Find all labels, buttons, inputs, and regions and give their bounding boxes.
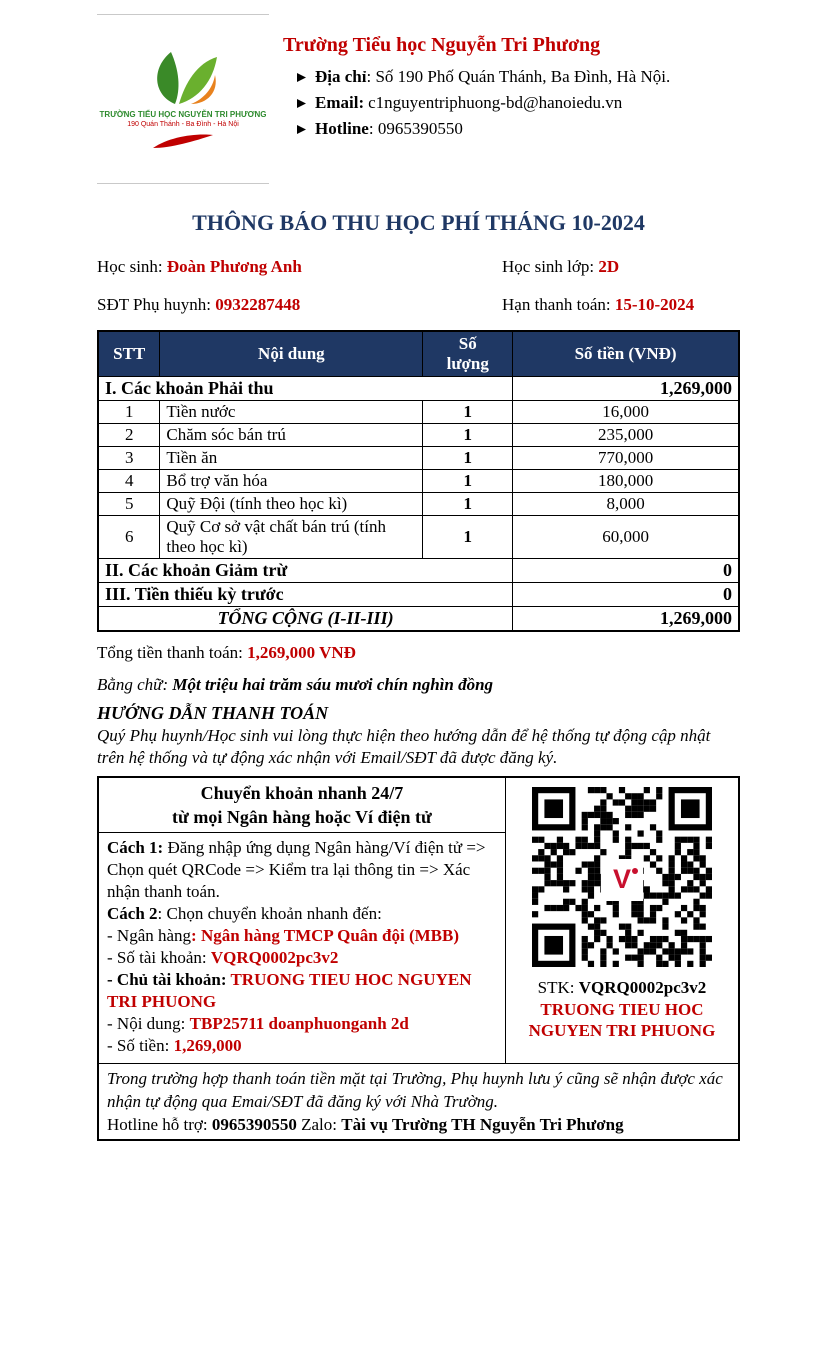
table-row [98,470,739,493]
section-previous-debt-label: III. Tiền thiếu kỳ trước [98,583,513,607]
payment-box [97,776,740,1141]
row-name: Quỹ Đội (tính theo học kì) [160,493,423,516]
amount-label: - Số tiền: [107,1036,174,1055]
logo-school-name: TRƯỜNG TIỂU HỌC NGUYỄN TRI PHƯƠNG [99,109,267,119]
support-hotline-line [107,1115,624,1134]
row-name: Quỹ Cơ sở vật chất bán trú (tính theo học kì) [160,516,423,559]
qr-panel [505,777,739,1064]
email-value: c1nguyentriphuong-bd@hanoiedu.vn [368,93,623,112]
section-row-receivable [98,377,739,401]
document-header [97,14,740,184]
method-2-label: Cách 2 [107,904,158,923]
address-value: : Số 190 Phố Quán Thánh, Ba Đình, Hà Nội. [366,67,671,86]
content-label: - Nội dung: [107,1014,190,1033]
payment-guide-heading: HƯỚNG DẪN THANH TOÁN [97,703,329,723]
total-amount: 1,269,000 [513,607,739,632]
parent-phone-line [97,294,502,316]
row-stt: 3 [98,447,160,470]
header-info [283,14,670,184]
col-header-qty: Số lượng [423,331,513,377]
section-deduction-amount: 0 [513,559,739,583]
footer-note [98,1064,739,1141]
fee-table [97,330,740,632]
method-2-text: : Chọn chuyển khoản nhanh đến: [157,904,382,923]
hotline-label: Hotline [315,119,369,138]
section-row-previous-debt [98,583,739,607]
student-class-line [502,256,740,278]
holder-value: TRUONG TIEU HOC NGUYEN TRI PHUONG [107,970,472,1011]
table-row [98,516,739,559]
row-stt: 6 [98,516,160,559]
stk-label: STK: [537,978,579,997]
leaf-logo-icon [145,48,221,106]
row-name: Bổ trợ văn hóa [160,470,423,493]
total-payment-value: 1,269,000 VNĐ [247,643,356,662]
col-header-amount: Số tiền (VNĐ) [513,331,739,377]
cash-note-text: Trong trường hợp thanh toán tiền mặt tại Trường, Phụ huynh lưu ý cũng sẽ nhận được xác nhận tự động qua Emai/SĐT đã đăng ký với Nhà Trường. [107,1069,723,1111]
student-class-label: Học sinh lớp: [502,257,599,276]
arrow-bullet-icon [297,73,306,82]
support-label: Hotline hỗ trợ: [107,1115,212,1134]
account-label: - Số tài khoản: [107,948,211,967]
section-row-deduction [98,559,739,583]
zalo-label: Zalo: [296,1115,342,1134]
section-deduction-label: II. Các khoản Giảm trừ [98,559,513,583]
hotline-value: : 0965390550 [368,119,463,138]
zalo-value: Tài vụ Trường TH Nguyễn Tri Phương [341,1115,624,1134]
row-stt: 2 [98,424,160,447]
row-qty: 1 [423,424,513,447]
col-header-stt: STT [98,331,160,377]
row-amount: 180,000 [513,470,739,493]
table-row [98,447,739,470]
row-amount: 235,000 [513,424,739,447]
row-qty: 1 [423,493,513,516]
due-date-line [502,294,702,316]
transfer-title-line2: từ mọi Ngân hàng hoặc Ví điện tử [172,807,432,827]
total-label: TỔNG CỘNG (I-II-III) [98,607,513,632]
table-row [98,493,739,516]
student-class-value: 2D [598,257,620,276]
section-receivable-amount: 1,269,000 [513,377,739,401]
table-row [98,424,739,447]
amount-in-words-line [97,673,740,696]
section-receivable-label: I. Các khoản Phải thu [98,377,513,401]
total-payment-label: Tổng tiền thanh toán: [97,643,248,662]
row-amount: 770,000 [513,447,739,470]
swoosh-icon [151,133,215,151]
row-qty: 1 [423,516,513,559]
amount-value: 1,269,000 [173,1036,242,1055]
qr-code [529,784,715,975]
payment-guide-text: Quý Phụ huynh/Học sinh vui lòng thực hiện theo hướng dẫn để hệ thống tự động cập nhật trên hệ thống và tự động xác nhận với Email/SĐT đã được đăng ký. [97,726,711,767]
qr-account-holder: TRUONG TIEU HOC NGUYEN TRI PHUONG [528,1000,716,1040]
row-qty: 1 [423,447,513,470]
row-amount: 8,000 [513,493,739,516]
transfer-title-line1: Chuyển khoản nhanh 24/7 [200,783,404,803]
row-qty: 1 [423,401,513,424]
row-name: Tiền ăn [160,447,423,470]
total-row [98,607,739,632]
student-name-label: Học sinh: [97,257,167,276]
student-info [97,256,740,316]
holder-label: - Chủ tài khoản: [107,970,231,989]
notice-title: THÔNG BÁO THU HỌC PHÍ THÁNG 10-2024 [192,210,645,235]
fee-table-header-row [98,331,739,377]
school-logo [97,14,269,184]
arrow-bullet-icon [297,99,306,108]
transfer-instructions [98,833,505,1064]
content-value: TBP25711 doanphuonganh 2d [189,1014,409,1033]
due-date-value: 15-10-2024 [614,295,695,314]
row-stt: 4 [98,470,160,493]
student-name-line [97,256,502,278]
hotline-line [283,118,670,140]
school-name-heading: Trường Tiểu học Nguyễn Tri Phương [283,34,601,56]
amount-in-words-value: Một triệu hai trăm sáu mươi chín nghìn đồng [172,675,494,694]
bank-value: : Ngân hàng TMCP Quân đội (MBB) [191,926,459,945]
method-1-text: Đăng nhập ứng dụng Ngân hàng/Ví điện tử => Chọn quét QRCode => Kiểm tra lại thông tin => Xác nhận thanh toán. [107,838,486,901]
row-amount: 60,000 [513,516,739,559]
due-date-label: Hạn thanh toán: [502,295,615,314]
vietqr-logo-icon: V [601,859,643,901]
row-qty: 1 [423,470,513,493]
parent-phone-value: 0932287448 [215,295,301,314]
logo-school-address: 190 Quán Thánh - Ba Đình - Hà Nội [127,120,239,128]
bank-label: - Ngân hàng [107,926,192,945]
row-name: Chăm sóc bán trú [160,424,423,447]
stk-value: VQRQ0002pc3v2 [578,978,707,997]
row-amount: 16,000 [513,401,739,424]
email-line [283,92,670,114]
address-label: Địa chỉ [315,67,367,86]
amount-in-words-label: Bằng chữ: [97,675,173,694]
arrow-bullet-icon [297,125,306,134]
method-1-label: Cách 1: [107,838,164,857]
parent-phone-label: SĐT Phụ huynh: [97,295,216,314]
col-header-content: Nội dung [160,331,423,377]
row-stt: 1 [98,401,160,424]
total-payment-line [97,641,740,664]
table-row [98,401,739,424]
row-name: Tiền nước [160,401,423,424]
transfer-title [98,777,505,833]
student-name-value: Đoàn Phương Anh [166,257,302,276]
email-label: Email: [315,93,365,112]
address-line [283,66,670,88]
support-value: 0965390550 [211,1115,297,1134]
account-value: VQRQ0002pc3v2 [210,948,339,967]
stk-line [510,978,734,998]
section-previous-debt-amount: 0 [513,583,739,607]
row-stt: 5 [98,493,160,516]
